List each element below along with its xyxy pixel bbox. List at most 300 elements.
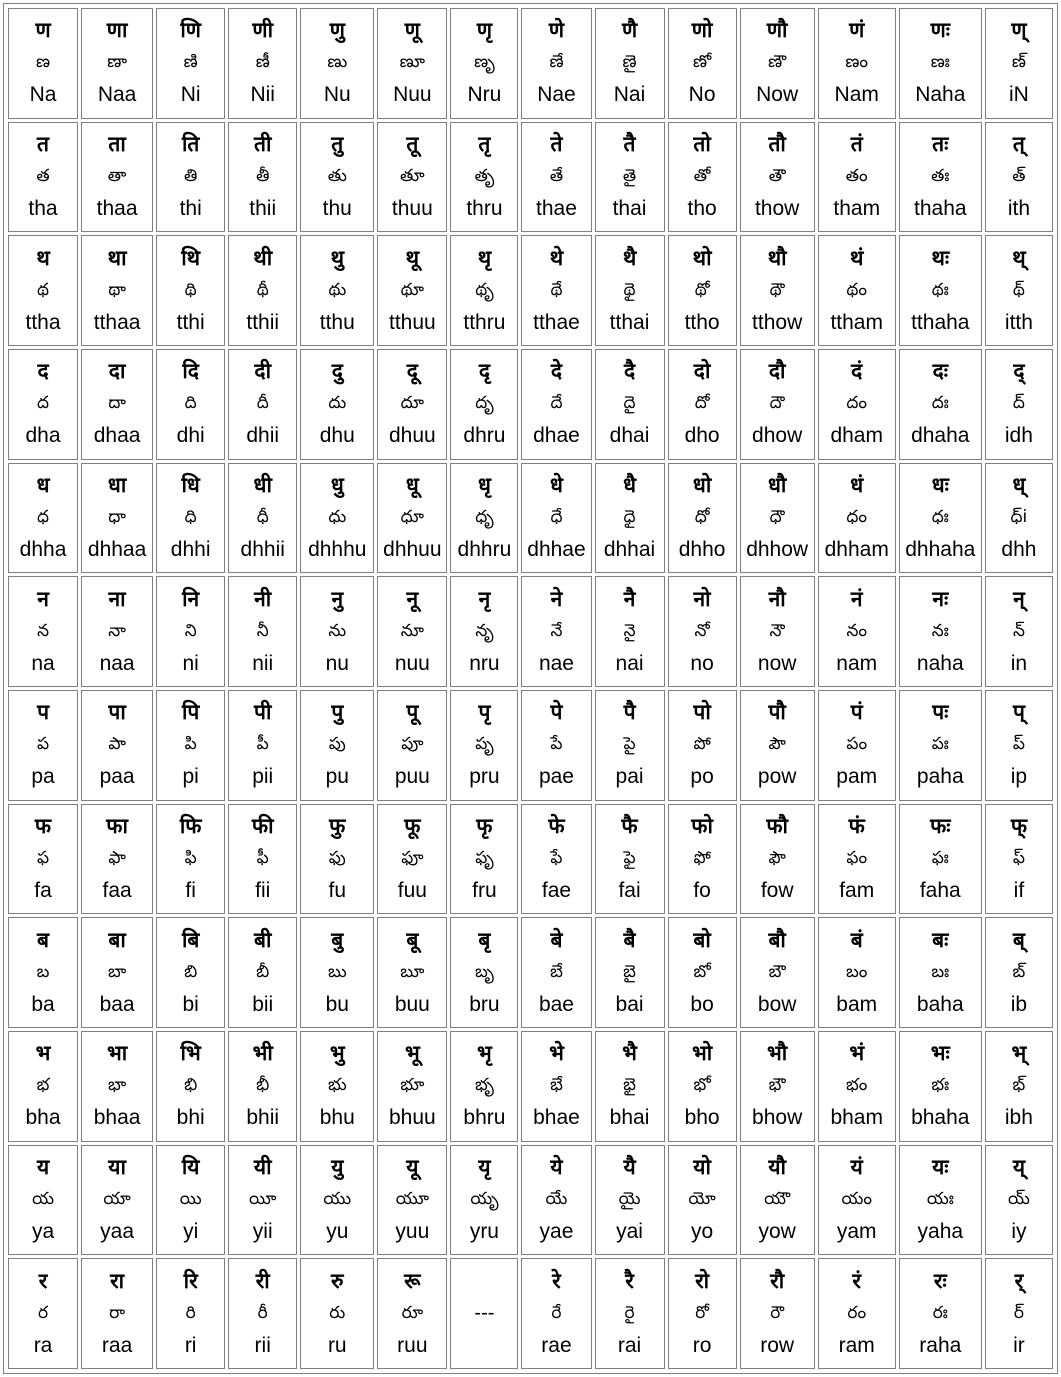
transliteration: fo bbox=[693, 878, 711, 902]
transliteration: pu bbox=[325, 765, 349, 789]
devanagari-glyph: पं bbox=[850, 700, 863, 725]
devanagari-glyph: धै bbox=[623, 472, 636, 497]
telugu-glyph: ను bbox=[328, 620, 347, 641]
devanagari-glyph: यो bbox=[693, 1154, 711, 1179]
telugu-glyph: ధ్i bbox=[1010, 506, 1028, 527]
syllable-cell bbox=[740, 349, 815, 460]
transliteration: yru bbox=[469, 1219, 499, 1243]
devanagari-glyph: दा bbox=[108, 359, 126, 384]
telugu-glyph: థై bbox=[623, 279, 636, 300]
syllable-cell bbox=[8, 1031, 78, 1142]
devanagari-glyph: तः bbox=[932, 131, 949, 156]
devanagari-glyph: थौ bbox=[767, 245, 787, 270]
transliteration: thru bbox=[466, 196, 503, 220]
transliteration: dhow bbox=[752, 424, 803, 448]
table-row bbox=[8, 235, 1053, 346]
devanagari-glyph: पा bbox=[108, 700, 126, 725]
telugu-glyph: తూ bbox=[400, 165, 425, 186]
telugu-glyph: రే bbox=[551, 1302, 562, 1323]
telugu-glyph: బూ bbox=[400, 961, 425, 982]
syllable-cell bbox=[668, 1031, 737, 1142]
telugu-glyph: తః bbox=[931, 165, 950, 186]
devanagari-glyph: बृ bbox=[478, 927, 491, 952]
devanagari-glyph: प् bbox=[1012, 700, 1025, 725]
telugu-glyph: యృ bbox=[470, 1188, 499, 1209]
transliteration: tha bbox=[28, 196, 58, 220]
syllable-cell bbox=[985, 1145, 1053, 1256]
syllable-cell bbox=[156, 576, 225, 687]
devanagari-glyph: न bbox=[37, 586, 49, 611]
transliteration: ruu bbox=[397, 1333, 428, 1357]
syllable-cell bbox=[740, 576, 815, 687]
telugu-glyph: ణే bbox=[549, 52, 564, 73]
syllable-cell bbox=[668, 804, 737, 915]
telugu-glyph: ప్ bbox=[1012, 734, 1025, 755]
transliteration: dhhow bbox=[746, 537, 809, 561]
syllable-cell bbox=[228, 8, 297, 119]
transliteration: ya bbox=[31, 1219, 55, 1243]
syllable-cell bbox=[521, 349, 591, 460]
telugu-glyph: బు bbox=[327, 961, 347, 982]
telugu-glyph: దా bbox=[108, 393, 126, 414]
syllable-cell bbox=[818, 576, 896, 687]
telugu-glyph: థం bbox=[846, 279, 868, 300]
syllable-cell bbox=[668, 349, 737, 460]
transliteration: dhii bbox=[246, 424, 280, 448]
telugu-glyph: భో bbox=[693, 1075, 711, 1096]
telugu-glyph: భౌ bbox=[768, 1075, 786, 1096]
devanagari-glyph: धी bbox=[253, 472, 272, 497]
telugu-glyph: బృ bbox=[474, 961, 494, 982]
telugu-glyph: ణు bbox=[327, 52, 348, 73]
table-row bbox=[8, 1258, 1053, 1369]
telugu-glyph: పే bbox=[550, 734, 563, 755]
telugu-glyph: య bbox=[32, 1188, 54, 1209]
transliteration: bhaha bbox=[911, 1106, 970, 1130]
telugu-glyph: యు bbox=[323, 1188, 352, 1209]
transliteration: dhhhu bbox=[308, 537, 367, 561]
devanagari-glyph: ब bbox=[37, 927, 50, 952]
syllable-cell bbox=[81, 804, 153, 915]
syllable-cell bbox=[818, 463, 896, 574]
syllable-cell bbox=[595, 122, 665, 233]
telugu-glyph: నా bbox=[108, 620, 126, 641]
syllable-cell bbox=[300, 576, 374, 687]
syllable-cell bbox=[818, 1145, 896, 1256]
syllable-cell bbox=[740, 917, 815, 1028]
devanagari-glyph: ति bbox=[181, 131, 200, 156]
syllable-cell bbox=[899, 1031, 982, 1142]
devanagari-glyph: थं bbox=[850, 245, 864, 270]
syllable-cell bbox=[8, 690, 78, 801]
table-row bbox=[8, 804, 1053, 915]
transliteration: Now bbox=[756, 83, 799, 107]
transliteration: bhu bbox=[319, 1106, 355, 1130]
telugu-glyph: థీ bbox=[256, 279, 269, 300]
telugu-glyph: నే bbox=[550, 620, 563, 641]
telugu-glyph: ణా bbox=[107, 52, 127, 73]
telugu-glyph: యై bbox=[618, 1188, 641, 1209]
transliteration: pii bbox=[252, 765, 274, 789]
transliteration: dhhae bbox=[527, 537, 586, 561]
syllable-cell bbox=[985, 235, 1053, 346]
transliteration: bhii bbox=[246, 1106, 280, 1130]
devanagari-glyph: भि bbox=[180, 1041, 201, 1066]
syllable-cell bbox=[300, 1031, 374, 1142]
devanagari-glyph: थी bbox=[253, 245, 273, 270]
syllable-cell bbox=[81, 576, 153, 687]
telugu-glyph: థౌ bbox=[769, 279, 785, 300]
telugu-glyph: ణ్ bbox=[1011, 52, 1026, 73]
devanagari-glyph: णी bbox=[252, 18, 274, 43]
devanagari-glyph: ने bbox=[550, 586, 563, 611]
transliteration: yuu bbox=[395, 1219, 430, 1243]
telugu-glyph: దౌ bbox=[769, 393, 785, 414]
telugu-glyph: థు bbox=[328, 279, 347, 300]
transliteration: nu bbox=[325, 651, 349, 675]
syllable-cell bbox=[818, 804, 896, 915]
devanagari-glyph: पु bbox=[331, 700, 344, 725]
transliteration: thae bbox=[536, 196, 577, 220]
syllable-cell bbox=[985, 463, 1053, 574]
devanagari-glyph: फा bbox=[106, 813, 128, 838]
devanagari-glyph: था bbox=[107, 245, 127, 270]
telugu-glyph: త bbox=[36, 165, 50, 186]
transliteration: dham bbox=[830, 424, 883, 448]
transliteration: dhhru bbox=[457, 537, 512, 561]
transliteration: dhi bbox=[176, 424, 205, 448]
syllable-cell bbox=[668, 8, 737, 119]
transliteration: pam bbox=[836, 765, 878, 789]
transliteration: tthu bbox=[319, 310, 355, 334]
transliteration: tthi bbox=[176, 310, 205, 334]
syllable-cell bbox=[8, 1258, 78, 1369]
devanagari-glyph: धा bbox=[107, 472, 127, 497]
devanagari-glyph: नौ bbox=[768, 586, 786, 611]
transliteration: ba bbox=[31, 992, 55, 1016]
telugu-glyph: నూ bbox=[400, 620, 424, 641]
devanagari-glyph: बो bbox=[693, 927, 711, 952]
transliteration: bow bbox=[757, 992, 797, 1016]
devanagari-glyph: फू bbox=[404, 813, 421, 838]
devanagari-glyph: नो bbox=[693, 586, 711, 611]
syllable-cell bbox=[228, 690, 297, 801]
syllable-cell bbox=[450, 8, 518, 119]
syllable-cell bbox=[818, 8, 896, 119]
devanagari-glyph: दे bbox=[550, 359, 563, 384]
table-row bbox=[8, 8, 1053, 119]
syllable-cell bbox=[595, 576, 665, 687]
syllable-cell bbox=[377, 349, 447, 460]
syllable-cell bbox=[377, 690, 447, 801]
devanagari-glyph: फ् bbox=[1010, 813, 1028, 838]
devanagari-glyph: यू bbox=[406, 1154, 419, 1179]
devanagari-glyph: री bbox=[255, 1268, 270, 1293]
transliteration: ttha bbox=[25, 310, 61, 334]
transliteration: yu bbox=[326, 1219, 349, 1243]
devanagari-glyph: धे bbox=[550, 472, 563, 497]
syllable-cell bbox=[228, 122, 297, 233]
transliteration: nai bbox=[615, 651, 644, 675]
transliteration: tthow bbox=[752, 310, 803, 334]
syllable-cell bbox=[81, 1258, 153, 1369]
devanagari-glyph: धू bbox=[405, 472, 419, 497]
devanagari-glyph: णो bbox=[691, 18, 713, 43]
syllable-cell bbox=[156, 1031, 225, 1142]
syllable-cell bbox=[450, 1145, 518, 1256]
devanagari-glyph: यै bbox=[623, 1154, 636, 1179]
telugu-glyph: ణి bbox=[183, 52, 198, 73]
syllable-cell bbox=[228, 235, 297, 346]
syllable-cell bbox=[818, 235, 896, 346]
syllable-cell bbox=[595, 917, 665, 1028]
transliteration: dhh bbox=[1001, 537, 1037, 561]
telugu-glyph: రై bbox=[624, 1302, 635, 1323]
devanagari-glyph: णू bbox=[404, 18, 420, 43]
telugu-glyph: ది bbox=[184, 393, 197, 414]
telugu-glyph: యా bbox=[103, 1188, 131, 1209]
syllable-cell bbox=[450, 1031, 518, 1142]
devanagari-glyph: भः bbox=[930, 1041, 950, 1066]
telugu-glyph: నం bbox=[846, 620, 867, 641]
transliteration: Naa bbox=[97, 83, 137, 107]
telugu-glyph: దం bbox=[846, 393, 868, 414]
devanagari-glyph: फो bbox=[691, 813, 713, 838]
telugu-glyph: పా bbox=[108, 734, 126, 755]
devanagari-glyph: भी bbox=[252, 1041, 273, 1066]
telugu-glyph: ధౌ bbox=[769, 506, 785, 527]
syllable-cell bbox=[899, 917, 982, 1028]
telugu-glyph: బో bbox=[693, 961, 711, 982]
table-row bbox=[8, 122, 1053, 233]
table-row bbox=[8, 690, 1053, 801]
devanagari-glyph: यी bbox=[253, 1154, 272, 1179]
syllable-cell bbox=[740, 463, 815, 574]
syllable-cell bbox=[668, 1145, 737, 1256]
telugu-glyph: ధృ bbox=[475, 506, 494, 527]
transliteration: bru bbox=[469, 992, 500, 1016]
telugu-glyph: తో bbox=[693, 165, 711, 186]
table-row bbox=[8, 463, 1053, 574]
transliteration: bai bbox=[615, 992, 644, 1016]
devanagari-glyph: दु bbox=[331, 359, 343, 384]
telugu-glyph: ణీ bbox=[255, 52, 270, 73]
telugu-glyph: రౌ bbox=[770, 1302, 785, 1323]
devanagari-glyph: बा bbox=[108, 927, 126, 952]
empty-cell-marker: --- bbox=[474, 1302, 495, 1325]
transliteration: tho bbox=[687, 196, 717, 220]
transliteration: nii bbox=[252, 651, 274, 675]
syllable-cell bbox=[81, 349, 153, 460]
devanagari-glyph: पृ bbox=[478, 700, 491, 725]
telugu-glyph: ఫు bbox=[328, 847, 346, 868]
transliteration: Nii bbox=[250, 83, 275, 107]
telugu-glyph: న bbox=[37, 620, 49, 641]
syllable-cell bbox=[300, 235, 374, 346]
telugu-glyph: ధః bbox=[931, 506, 949, 527]
devanagari-glyph: रं bbox=[852, 1268, 862, 1293]
syllable-cell bbox=[300, 8, 374, 119]
telugu-glyph: న్ bbox=[1012, 620, 1025, 641]
syllable-cell bbox=[985, 122, 1053, 233]
syllable-cell bbox=[521, 1145, 591, 1256]
telugu-glyph: భృ bbox=[474, 1075, 494, 1096]
syllable-cell bbox=[521, 917, 591, 1028]
telugu-glyph: భు bbox=[327, 1075, 347, 1096]
transliteration: dhham bbox=[824, 537, 889, 561]
devanagari-glyph: दी bbox=[254, 359, 272, 384]
devanagari-glyph: धः bbox=[931, 472, 949, 497]
syllable-cell bbox=[450, 917, 518, 1028]
telugu-glyph: పీ bbox=[256, 734, 269, 755]
devanagari-glyph: धं bbox=[850, 472, 864, 497]
telugu-glyph: తా bbox=[107, 165, 127, 186]
devanagari-glyph: तै bbox=[623, 131, 636, 156]
transliteration: rai bbox=[617, 1333, 642, 1357]
telugu-glyph: తం bbox=[845, 165, 868, 186]
syllable-cell bbox=[450, 122, 518, 233]
transliteration: ttham bbox=[830, 310, 883, 334]
transliteration: dhhii bbox=[240, 537, 285, 561]
devanagari-glyph: य् bbox=[1012, 1154, 1025, 1179]
devanagari-glyph: भृ bbox=[477, 1041, 492, 1066]
transliteration: bho bbox=[684, 1106, 720, 1130]
syllable-cell bbox=[377, 576, 447, 687]
devanagari-glyph: पी bbox=[254, 700, 272, 725]
syllable-cell bbox=[8, 8, 78, 119]
telugu-glyph: త్ bbox=[1012, 165, 1026, 186]
devanagari-glyph: थ् bbox=[1012, 245, 1026, 270]
devanagari-glyph: न् bbox=[1013, 586, 1025, 611]
syllable-cell bbox=[8, 804, 78, 915]
devanagari-glyph: ये bbox=[550, 1154, 563, 1179]
devanagari-glyph: फै bbox=[621, 813, 638, 838]
devanagari-glyph: यं bbox=[850, 1154, 863, 1179]
syllable-cell bbox=[8, 576, 78, 687]
telugu-glyph: థి bbox=[184, 279, 197, 300]
telugu-glyph: ధే bbox=[550, 506, 563, 527]
telugu-glyph: ఫౌ bbox=[768, 847, 786, 868]
transliteration: tthii bbox=[246, 310, 280, 334]
transliteration: dhai bbox=[609, 424, 650, 448]
telugu-glyph: బ bbox=[36, 961, 50, 982]
syllable-cell bbox=[156, 804, 225, 915]
devanagari-glyph: दो bbox=[693, 359, 711, 384]
devanagari-glyph: तौ bbox=[768, 131, 786, 156]
transliteration: tham bbox=[833, 196, 881, 220]
devanagari-glyph: बं bbox=[850, 927, 863, 952]
transliteration: puu bbox=[394, 765, 430, 789]
transliteration: fai bbox=[618, 878, 641, 902]
devanagari-glyph: णौ bbox=[766, 18, 788, 43]
transliteration: Nam bbox=[834, 83, 879, 107]
telugu-glyph: రో bbox=[695, 1302, 709, 1323]
telugu-glyph: ఫ bbox=[36, 847, 50, 868]
telugu-glyph: భ్ bbox=[1012, 1075, 1026, 1096]
devanagari-glyph: नं bbox=[850, 586, 863, 611]
syllable-cell bbox=[740, 1145, 815, 1256]
syllable-cell bbox=[156, 917, 225, 1028]
syllable-cell bbox=[377, 1145, 447, 1256]
telugu-glyph: యం bbox=[841, 1188, 872, 1209]
transliteration: ir bbox=[1013, 1333, 1025, 1357]
devanagari-glyph: रि bbox=[183, 1268, 198, 1293]
syllable-cell bbox=[899, 122, 982, 233]
telugu-glyph: పై bbox=[623, 734, 636, 755]
transliteration: Naha bbox=[915, 83, 966, 107]
syllable-cell bbox=[377, 917, 447, 1028]
devanagari-glyph: थै bbox=[622, 245, 637, 270]
telugu-glyph: దై bbox=[623, 393, 636, 414]
telugu-glyph: దః bbox=[931, 393, 949, 414]
syllable-cell bbox=[450, 1258, 518, 1369]
transliteration: idh bbox=[1004, 424, 1033, 448]
devanagari-glyph: द bbox=[37, 359, 49, 384]
transliteration: ri bbox=[184, 1333, 197, 1357]
telugu-glyph: బై bbox=[623, 961, 636, 982]
telugu-glyph: భూ bbox=[400, 1075, 425, 1096]
transliteration: fii bbox=[255, 878, 271, 902]
transliteration: bam bbox=[836, 992, 878, 1016]
devanagari-glyph: थ bbox=[36, 245, 50, 270]
devanagari-glyph: रे bbox=[552, 1268, 561, 1293]
transliteration: yo bbox=[691, 1219, 714, 1243]
transliteration: raha bbox=[919, 1333, 962, 1357]
syllable-cell bbox=[300, 463, 374, 574]
devanagari-glyph: णु bbox=[329, 18, 345, 43]
devanagari-glyph: बी bbox=[254, 927, 272, 952]
syllable-cell bbox=[228, 1031, 297, 1142]
telugu-glyph: థృ bbox=[475, 279, 494, 300]
transliteration: ith bbox=[1007, 196, 1030, 220]
syllable-cell bbox=[818, 690, 896, 801]
devanagari-glyph: दः bbox=[932, 359, 948, 384]
transliteration: iN bbox=[1008, 83, 1029, 107]
syllable-cell bbox=[899, 463, 982, 574]
devanagari-glyph: भो bbox=[691, 1041, 713, 1066]
telugu-glyph: ఫూ bbox=[401, 847, 424, 868]
transliteration: bhai bbox=[609, 1106, 650, 1130]
devanagari-glyph: रौ bbox=[770, 1268, 785, 1293]
transliteration: tthru bbox=[463, 310, 506, 334]
transliteration: na bbox=[31, 651, 55, 675]
syllable-cell bbox=[8, 122, 78, 233]
devanagari-glyph: ते bbox=[550, 131, 563, 156]
syllable-cell bbox=[300, 917, 374, 1028]
telugu-glyph: ఫ్ bbox=[1012, 847, 1025, 868]
transliteration: fow bbox=[760, 878, 794, 902]
syllable-cell bbox=[228, 349, 297, 460]
syllable-cell bbox=[377, 463, 447, 574]
devanagari-glyph: पू bbox=[406, 700, 419, 725]
syllable-cell bbox=[899, 8, 982, 119]
telugu-glyph: నో bbox=[694, 620, 710, 641]
telugu-glyph: యే bbox=[545, 1188, 568, 1209]
devanagari-glyph: फौ bbox=[766, 813, 788, 838]
telugu-glyph: బి bbox=[184, 961, 198, 982]
transliteration: in bbox=[1010, 651, 1028, 675]
syllable-cell bbox=[985, 8, 1053, 119]
transliteration: thii bbox=[249, 196, 277, 220]
devanagari-glyph: यु bbox=[331, 1154, 344, 1179]
telugu-glyph: ధై bbox=[623, 506, 636, 527]
transliteration: ibh bbox=[1004, 1106, 1033, 1130]
syllable-cell bbox=[668, 1258, 737, 1369]
transliteration: fuu bbox=[397, 878, 427, 902]
transliteration: ip bbox=[1010, 765, 1028, 789]
devanagari-glyph: तू bbox=[406, 131, 419, 156]
telugu-glyph: ప bbox=[36, 734, 50, 755]
